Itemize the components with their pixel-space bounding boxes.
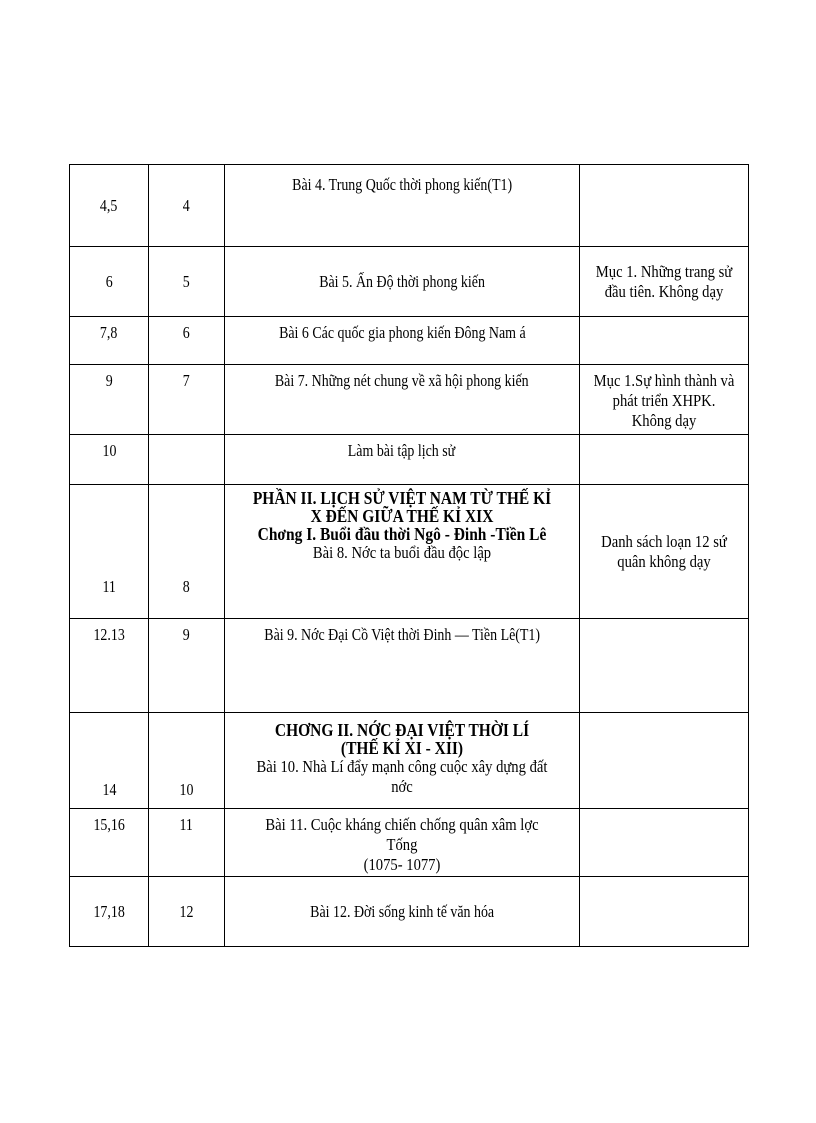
table-row [70,317,749,365]
content-cell: Bài 4. Trung Quốc thời phong kiến(T1) [225,165,580,247]
note-cell: Mục 1. Những trang sử đầu tiên. Không dạy [580,247,749,317]
content-cell: Bài 12. Đời sống kinh tế văn hóa [225,877,580,947]
table-row [70,619,749,713]
chapter-heading: Chơng I. Buổi đầu thời Ngô - Đinh -Tiền Lê [257,524,547,544]
period-cell: 15,16 [70,809,149,877]
period-cell: 7,8 [70,317,149,365]
content-cell: Bài 5. Ấn Độ thời phong kiến [225,247,580,317]
note-cell: Mục 1.Sự hình thành và phát triển XHPK. Không dạy [580,365,749,435]
content-cell [225,809,580,877]
content-cell [225,485,580,619]
table-row [70,435,749,485]
note-cell [580,435,749,485]
lesson-cell [149,435,225,485]
lesson-title: Bài 8. Nớc ta buổi đầu độc lập [312,543,492,562]
lesson-title: Bài 10. Nhà Lí đẩy mạnh công cuộc xây dựng đất nớc [256,757,548,796]
period-cell: 4,5 [70,165,149,247]
content-cell: Bài 7. Những nét chung về xã hội phong kiến [225,365,580,435]
curriculum-table [69,164,749,947]
content-cell: Làm bài tập lịch sử [225,435,580,485]
note-cell [580,713,749,809]
lesson-cell: 6 [149,317,225,365]
table-row [70,877,749,947]
chapter-heading: CHƠNG II. NỚC ĐẠI VIỆT THỜI LÍ [274,720,530,740]
note-cell [580,877,749,947]
period-cell: 14 [70,713,149,809]
table-row [70,165,749,247]
lesson-cell: 8 [149,485,225,619]
chapter-subheading: (THẾ KỈ XI - XII) [340,738,464,758]
period-cell: 9 [70,365,149,435]
lesson-cell: 7 [149,365,225,435]
table-row [70,485,749,619]
note-cell [580,619,749,713]
note-cell [580,317,749,365]
lesson-title-cont: (1075- 1077) [363,855,441,874]
lesson-cell: 9 [149,619,225,713]
table-row [70,247,749,317]
table-row [70,365,749,435]
period-cell: 6 [70,247,149,317]
lesson-title: Bài 11. Cuộc kháng chiến chống quân xâm lợc Tống [265,815,539,854]
period-cell: 17,18 [70,877,149,947]
lesson-cell: 5 [149,247,225,317]
part-heading: PHẦN II. LỊCH SỬ VIỆT NAM TỪ THẾ KỈ X ĐẾN GIỮA THẾ KỈ XIX [252,488,552,526]
table-row [70,713,749,809]
content-cell: Bài 9. Nớc Đại Cồ Việt thời Đinh — Tiền Lê(T1) [225,619,580,713]
lesson-cell: 4 [149,165,225,247]
period-cell: 12.13 [70,619,149,713]
lesson-cell: 10 [149,713,225,809]
note-cell [580,165,749,247]
period-cell: 10 [70,435,149,485]
content-cell [225,713,580,809]
note-cell: Danh sách loạn 12 sứ quân không dạy [580,485,749,619]
period-cell: 11 [70,485,149,619]
note-cell [580,809,749,877]
lesson-cell: 12 [149,877,225,947]
content-cell: Bài 6 Các quốc gia phong kiến Đông Nam á [225,317,580,365]
table-row [70,809,749,877]
lesson-cell: 11 [149,809,225,877]
